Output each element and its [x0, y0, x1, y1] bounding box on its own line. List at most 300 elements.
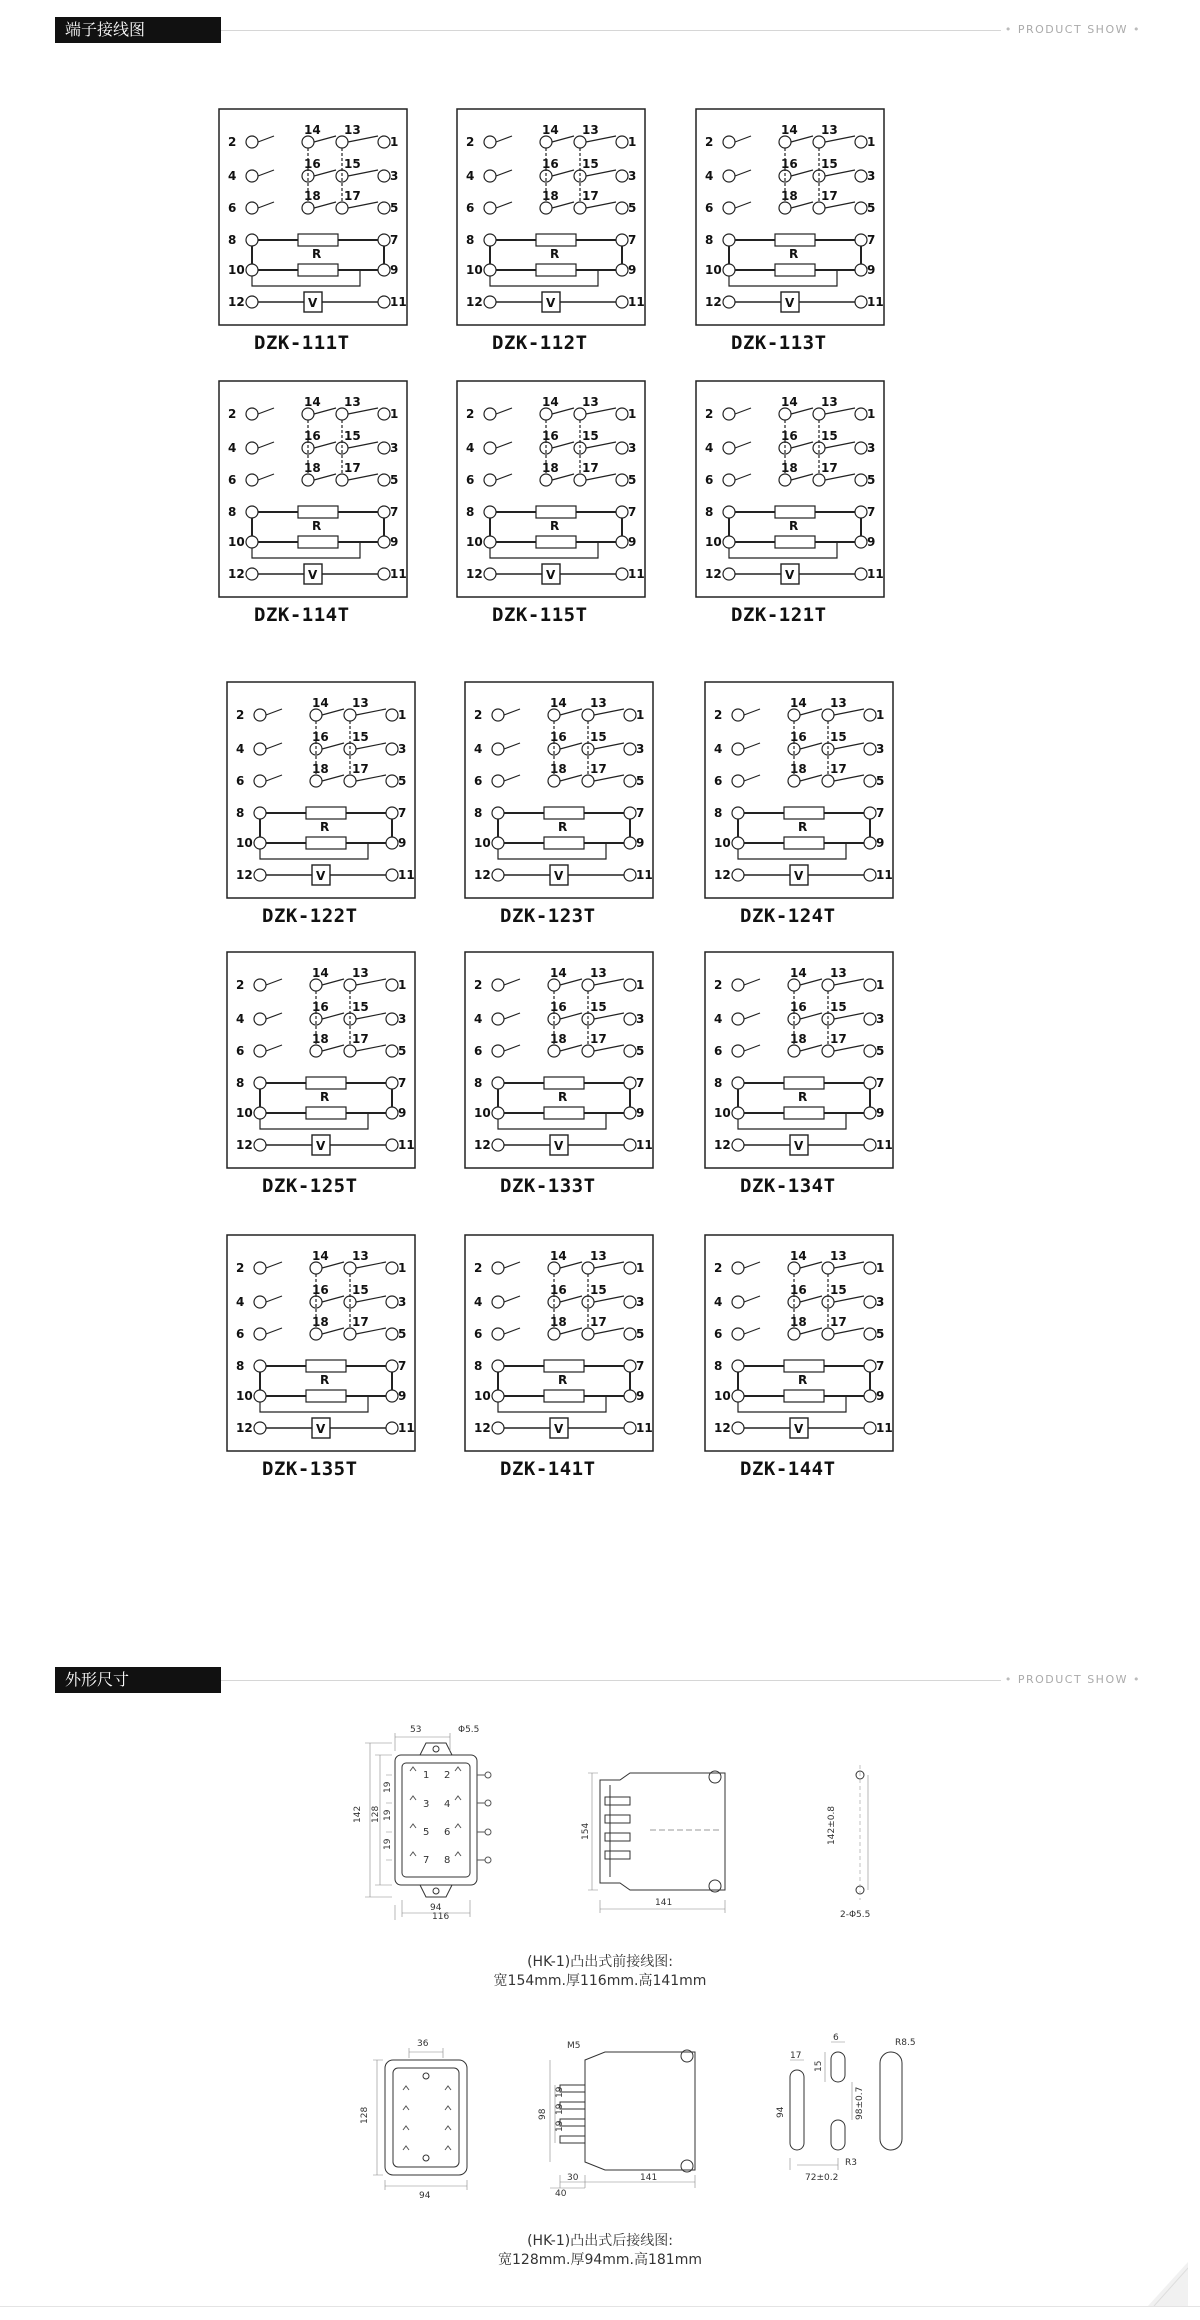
terminal-label: 1	[876, 708, 885, 722]
contact-label: 13	[344, 395, 361, 409]
contact-label: 13	[352, 966, 369, 980]
terminal-label: 12	[236, 1138, 253, 1152]
terminal-label: 5	[867, 473, 876, 487]
terminal-label: 12	[466, 567, 483, 581]
terminal-label: 1	[636, 708, 645, 722]
voltage-label: V	[308, 568, 318, 582]
terminal-label: 4	[714, 1295, 723, 1309]
terminal-schematic	[226, 1234, 416, 1452]
terminal-schematic	[464, 681, 654, 899]
terminal-label: 12	[714, 868, 731, 882]
contact-label: 18	[790, 762, 807, 776]
contact-label: 13	[582, 395, 599, 409]
terminal-label: 9	[398, 1389, 407, 1403]
terminal-label: 12	[474, 1138, 491, 1152]
svg-text:30: 30	[567, 2173, 579, 2183]
caption-line: 宽128mm.厚94mm.高181mm	[498, 2252, 702, 2268]
terminal-label: 12	[466, 295, 483, 309]
wiring-diagram	[226, 681, 416, 935]
terminal-label: 11	[636, 1138, 653, 1152]
terminal-schematic	[695, 108, 885, 326]
terminal-label: 3	[876, 1295, 885, 1309]
voltage-label: V	[554, 869, 564, 883]
terminal-label: 5	[398, 774, 407, 788]
wiring-diagram	[695, 108, 885, 362]
terminal-label: 7	[398, 806, 407, 820]
terminal-label: 9	[876, 836, 885, 850]
model-label: DZK-133T	[500, 1175, 596, 1197]
terminal-label: 7	[876, 1359, 885, 1373]
terminal-label: 5	[628, 201, 637, 215]
terminal-label: 7	[867, 505, 876, 519]
terminal-label: 9	[390, 535, 399, 549]
terminal-label: 10	[714, 836, 731, 850]
terminal-label: 10	[236, 1389, 253, 1403]
contact-label: 14	[312, 966, 329, 980]
wiring-diagram	[218, 380, 408, 634]
contact-label: 17	[582, 189, 599, 203]
contact-label: 15	[582, 157, 599, 171]
contact-label: 17	[344, 461, 361, 475]
model-label: DZK-124T	[740, 905, 836, 927]
terminal-label: 9	[867, 263, 876, 277]
contact-label: 17	[830, 1032, 847, 1046]
svg-text:141: 141	[655, 1898, 673, 1908]
svg-text:R3: R3	[845, 2158, 857, 2168]
contact-label: 15	[352, 1000, 369, 1014]
terminal-label: 7	[867, 233, 876, 247]
voltage-label: V	[554, 1422, 564, 1436]
contact-label: 14	[781, 123, 798, 137]
contact-label: 15	[344, 429, 361, 443]
terminal-label: 11	[867, 567, 884, 581]
voltage-label: V	[308, 296, 318, 310]
terminal-label: 5	[390, 201, 399, 215]
voltage-label: V	[316, 869, 326, 883]
terminal-label: 12	[236, 868, 253, 882]
terminal-schematic	[695, 380, 885, 598]
svg-text:5: 5	[423, 1827, 430, 1838]
section-title: 外形尺寸	[55, 1667, 221, 1693]
terminal-label: 6	[705, 473, 714, 487]
terminal-label: 11	[628, 567, 645, 581]
svg-text:116: 116	[432, 1912, 450, 1920]
terminal-schematic	[456, 380, 646, 598]
resistor-label: R	[789, 247, 799, 261]
contact-label: 17	[582, 461, 599, 475]
terminal-label: 6	[705, 201, 714, 215]
contact-label: 15	[830, 730, 847, 744]
terminal-label: 3	[398, 1012, 407, 1026]
wiring-diagram	[464, 1234, 654, 1488]
terminal-label: 9	[398, 836, 407, 850]
contact-label: 16	[312, 1000, 329, 1014]
terminal-schematic	[704, 1234, 894, 1452]
voltage-label: V	[546, 296, 556, 310]
terminal-label: 1	[636, 978, 645, 992]
terminal-label: 7	[636, 1076, 645, 1090]
section-header-dimensions	[55, 1667, 1145, 1693]
terminal-label: 1	[867, 407, 876, 421]
terminal-label: 11	[876, 1421, 893, 1435]
svg-text:2-Φ5.5: 2-Φ5.5	[840, 1910, 871, 1920]
terminal-label: 2	[714, 978, 723, 992]
terminal-label: 6	[236, 774, 245, 788]
terminal-label: 12	[714, 1138, 731, 1152]
terminal-label: 9	[628, 263, 637, 277]
caption-line: 宽154mm.厚116mm.高141mm	[493, 1973, 707, 1989]
contact-label: 13	[582, 123, 599, 137]
voltage-label: V	[794, 1422, 804, 1436]
wiring-diagram	[704, 681, 894, 935]
contact-label: 13	[352, 696, 369, 710]
terminal-label: 3	[867, 441, 876, 455]
svg-text:15: 15	[814, 2060, 824, 2072]
terminal-label: 7	[628, 505, 637, 519]
caption-rear	[400, 2232, 800, 2270]
contact-label: 15	[352, 1283, 369, 1297]
model-label: DZK-112T	[492, 332, 588, 354]
contact-label: 13	[590, 1249, 607, 1263]
contact-label: 16	[550, 1283, 567, 1297]
svg-text:142±0.8: 142±0.8	[827, 1805, 837, 1845]
svg-text:94: 94	[430, 1903, 442, 1913]
terminal-label: 11	[636, 868, 653, 882]
contact-label: 15	[344, 157, 361, 171]
contact-label: 15	[590, 1000, 607, 1014]
terminal-label: 12	[705, 567, 722, 581]
terminal-label: 3	[876, 1012, 885, 1026]
wiring-diagram	[218, 108, 408, 362]
voltage-label: V	[785, 568, 795, 582]
resistor-label: R	[558, 1373, 568, 1387]
terminal-label: 11	[390, 295, 407, 309]
terminal-label: 11	[636, 1421, 653, 1435]
contact-label: 16	[790, 1000, 807, 1014]
svg-text:7: 7	[423, 1855, 430, 1866]
contact-label: 18	[312, 1032, 329, 1046]
terminal-label: 9	[636, 1106, 645, 1120]
svg-text:19: 19	[383, 1838, 393, 1850]
terminal-label: 4	[228, 441, 237, 455]
terminal-label: 6	[714, 774, 723, 788]
model-label: DZK-121T	[731, 604, 827, 626]
voltage-label: V	[794, 1139, 804, 1153]
svg-text:2: 2	[444, 1770, 451, 1781]
terminal-label: 2	[714, 1261, 723, 1275]
svg-text:M5: M5	[567, 2041, 581, 2051]
terminal-label: 10	[236, 1106, 253, 1120]
terminal-label: 3	[636, 742, 645, 756]
contact-label: 15	[830, 1000, 847, 1014]
model-label: DZK-122T	[262, 905, 358, 927]
terminal-label: 10	[474, 1389, 491, 1403]
resistor-label: R	[312, 247, 322, 261]
terminal-label: 3	[398, 1295, 407, 1309]
resistor-label: R	[798, 820, 808, 834]
voltage-label: V	[554, 1139, 564, 1153]
terminal-label: 10	[714, 1106, 731, 1120]
terminal-schematic	[464, 951, 654, 1169]
terminal-label: 5	[628, 473, 637, 487]
terminal-label: 4	[466, 169, 475, 183]
terminal-label: 12	[474, 1421, 491, 1435]
terminal-label: 11	[390, 567, 407, 581]
svg-text:141: 141	[640, 2173, 658, 2183]
svg-text:3: 3	[423, 1799, 430, 1810]
terminal-label: 8	[474, 1076, 483, 1090]
terminal-label: 1	[398, 1261, 407, 1275]
contact-label: 13	[821, 395, 838, 409]
svg-text:72±0.2: 72±0.2	[805, 2173, 839, 2183]
contact-label: 17	[590, 762, 607, 776]
terminal-label: 2	[714, 708, 723, 722]
svg-text:19: 19	[555, 2120, 565, 2132]
resistor-label: R	[798, 1090, 808, 1104]
terminal-label: 10	[714, 1389, 731, 1403]
terminal-label: 11	[876, 868, 893, 882]
contact-label: 17	[830, 762, 847, 776]
terminal-label: 2	[474, 1261, 483, 1275]
terminal-label: 3	[398, 742, 407, 756]
terminal-label: 12	[228, 567, 245, 581]
terminal-label: 1	[398, 978, 407, 992]
terminal-label: 8	[474, 1359, 483, 1373]
svg-text:Φ5.5: Φ5.5	[458, 1725, 480, 1735]
terminal-label: 4	[714, 742, 723, 756]
contact-label: 14	[304, 123, 321, 137]
terminal-label: 5	[390, 473, 399, 487]
svg-text:142: 142	[353, 1805, 363, 1823]
svg-text:128: 128	[360, 2106, 370, 2124]
terminal-label: 5	[876, 1327, 885, 1341]
terminal-label: 8	[474, 806, 483, 820]
contact-label: 16	[312, 1283, 329, 1297]
caption-line: (HK-1)凸出式前接线图:	[527, 1954, 673, 1970]
terminal-label: 6	[474, 1327, 483, 1341]
model-label: DZK-125T	[262, 1175, 358, 1197]
terminal-label: 8	[714, 1076, 723, 1090]
terminal-label: 10	[228, 263, 245, 277]
terminal-schematic	[226, 951, 416, 1169]
terminal-label: 3	[636, 1295, 645, 1309]
contact-label: 13	[830, 966, 847, 980]
terminal-label: 8	[705, 233, 714, 247]
contact-label: 18	[550, 1032, 567, 1046]
terminal-label: 9	[867, 535, 876, 549]
terminal-label: 12	[474, 868, 491, 882]
model-label: DZK-111T	[254, 332, 350, 354]
terminal-label: 3	[390, 441, 399, 455]
contact-label: 13	[590, 966, 607, 980]
terminal-schematic	[704, 951, 894, 1169]
terminal-label: 1	[876, 978, 885, 992]
terminal-label: 3	[636, 1012, 645, 1026]
terminal-label: 2	[705, 135, 714, 149]
contact-label: 15	[352, 730, 369, 744]
contact-label: 16	[304, 157, 321, 171]
contact-label: 14	[790, 696, 807, 710]
contact-label: 14	[550, 966, 567, 980]
contact-label: 16	[781, 157, 798, 171]
terminal-label: 6	[714, 1044, 723, 1058]
model-label: DZK-135T	[262, 1458, 358, 1480]
contact-label: 17	[352, 1315, 369, 1329]
resistor-label: R	[312, 519, 322, 533]
contact-label: 14	[312, 696, 329, 710]
svg-text:36: 36	[417, 2039, 429, 2049]
contact-label: 17	[821, 461, 838, 475]
contact-label: 18	[542, 461, 559, 475]
wiring-diagram	[704, 951, 894, 1205]
contact-label: 13	[821, 123, 838, 137]
contact-label: 16	[312, 730, 329, 744]
contact-label: 18	[781, 189, 798, 203]
svg-text:6: 6	[833, 2033, 839, 2043]
wiring-diagram	[456, 108, 646, 362]
terminal-label: 9	[876, 1106, 885, 1120]
contact-label: 13	[590, 696, 607, 710]
terminal-label: 2	[236, 708, 245, 722]
svg-text:154: 154	[581, 1822, 591, 1840]
svg-text:1: 1	[423, 1770, 430, 1781]
terminal-label: 8	[466, 505, 475, 519]
resistor-label: R	[550, 247, 560, 261]
terminal-label: 2	[705, 407, 714, 421]
terminal-label: 7	[390, 233, 399, 247]
terminal-schematic	[456, 108, 646, 326]
terminal-label: 7	[636, 1359, 645, 1373]
terminal-label: 8	[236, 1076, 245, 1090]
page-curl-icon	[1148, 2262, 1188, 2306]
terminal-label: 11	[398, 1138, 415, 1152]
terminal-label: 6	[236, 1044, 245, 1058]
voltage-label: V	[794, 869, 804, 883]
contact-label: 14	[550, 696, 567, 710]
terminal-label: 8	[714, 806, 723, 820]
terminal-label: 11	[398, 868, 415, 882]
terminal-label: 7	[636, 806, 645, 820]
terminal-label: 6	[228, 201, 237, 215]
contact-label: 15	[582, 429, 599, 443]
contact-label: 18	[790, 1315, 807, 1329]
terminal-label: 8	[705, 505, 714, 519]
contact-label: 17	[352, 1032, 369, 1046]
contact-label: 15	[821, 157, 838, 171]
terminal-label: 8	[236, 1359, 245, 1373]
svg-text:8: 8	[444, 1855, 451, 1866]
contact-label: 14	[542, 123, 559, 137]
svg-text:17: 17	[790, 2051, 802, 2061]
contact-label: 14	[550, 1249, 567, 1263]
caption-line: (HK-1)凸出式后接线图:	[527, 2233, 673, 2249]
resistor-label: R	[550, 519, 560, 533]
terminal-label: 11	[398, 1421, 415, 1435]
terminal-label: 5	[867, 201, 876, 215]
terminal-label: 3	[628, 169, 637, 183]
contact-label: 16	[550, 730, 567, 744]
contact-label: 18	[542, 189, 559, 203]
terminal-label: 3	[876, 742, 885, 756]
section-title: 端子接线图	[55, 17, 221, 43]
terminal-label: 6	[466, 201, 475, 215]
terminal-label: 8	[236, 806, 245, 820]
contact-label: 13	[830, 696, 847, 710]
terminal-label: 5	[398, 1044, 407, 1058]
terminal-label: 4	[236, 742, 245, 756]
model-label: DZK-144T	[740, 1458, 836, 1480]
terminal-label: 5	[876, 774, 885, 788]
contact-label: 14	[304, 395, 321, 409]
contact-label: 13	[830, 1249, 847, 1263]
terminal-label: 4	[228, 169, 237, 183]
terminal-label: 6	[714, 1327, 723, 1341]
voltage-label: V	[316, 1422, 326, 1436]
terminal-label: 9	[390, 263, 399, 277]
terminal-schematic	[218, 380, 408, 598]
terminal-label: 1	[628, 135, 637, 149]
rear-dimension-drawings	[355, 2030, 935, 2210]
terminal-label: 3	[390, 169, 399, 183]
contact-label: 18	[312, 762, 329, 776]
model-label: DZK-123T	[500, 905, 596, 927]
terminal-label: 8	[228, 233, 237, 247]
contact-label: 18	[304, 189, 321, 203]
terminal-label: 7	[390, 505, 399, 519]
front-dimension-drawings	[320, 1705, 900, 1920]
terminal-label: 6	[466, 473, 475, 487]
contact-label: 15	[590, 730, 607, 744]
svg-text:19: 19	[555, 2086, 565, 2098]
contact-label: 17	[344, 189, 361, 203]
terminal-label: 5	[636, 1327, 645, 1341]
contact-label: 18	[550, 762, 567, 776]
svg-text:128: 128	[371, 1805, 381, 1823]
terminal-label: 10	[466, 263, 483, 277]
contact-label: 18	[304, 461, 321, 475]
terminal-label: 10	[228, 535, 245, 549]
terminal-label: 6	[236, 1327, 245, 1341]
contact-label: 14	[312, 1249, 329, 1263]
terminal-label: 2	[236, 978, 245, 992]
contact-label: 14	[790, 966, 807, 980]
contact-label: 16	[304, 429, 321, 443]
svg-text:94: 94	[776, 2106, 786, 2118]
contact-label: 13	[352, 1249, 369, 1263]
contact-label: 16	[781, 429, 798, 443]
terminal-label: 3	[867, 169, 876, 183]
model-label: DZK-113T	[731, 332, 827, 354]
svg-text:40: 40	[555, 2189, 567, 2199]
caption-front	[400, 1953, 800, 1991]
wiring-diagram	[704, 1234, 894, 1488]
terminal-label: 4	[474, 742, 483, 756]
contact-label: 18	[550, 1315, 567, 1329]
terminal-label: 6	[474, 1044, 483, 1058]
resistor-label: R	[320, 1090, 330, 1104]
terminal-label: 1	[867, 135, 876, 149]
contact-label: 16	[790, 1283, 807, 1297]
contact-label: 18	[781, 461, 798, 475]
contact-label: 15	[821, 429, 838, 443]
contact-label: 14	[542, 395, 559, 409]
terminal-label: 8	[714, 1359, 723, 1373]
resistor-label: R	[320, 820, 330, 834]
terminal-label: 4	[705, 169, 714, 183]
wiring-diagram	[464, 681, 654, 935]
contact-label: 17	[590, 1032, 607, 1046]
terminal-label: 1	[628, 407, 637, 421]
